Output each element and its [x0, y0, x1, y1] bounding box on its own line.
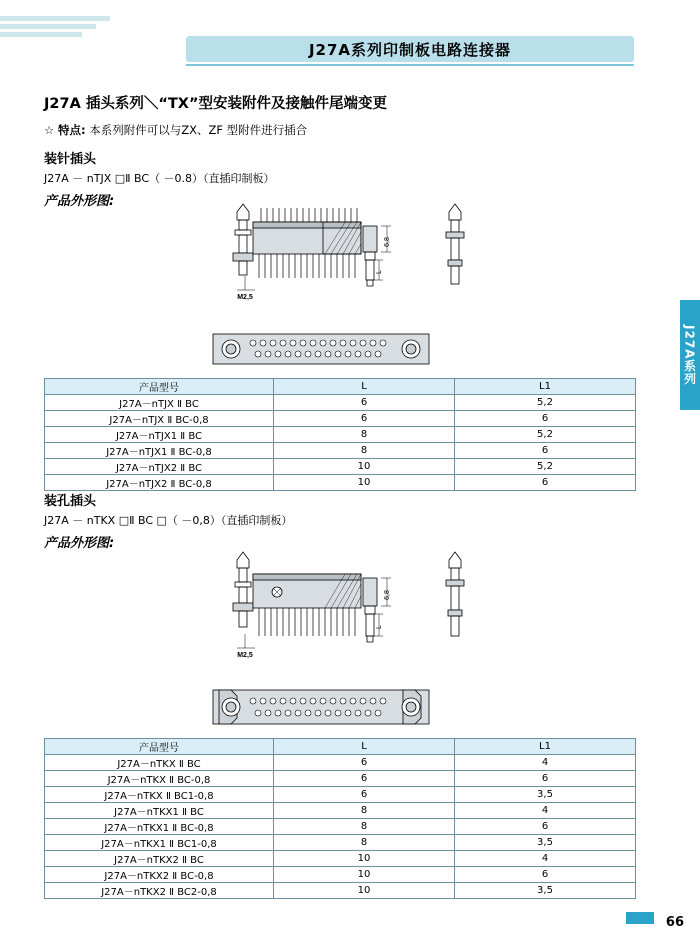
section-1-front-view-drawing [205, 328, 445, 372]
cell-l: 10 [274, 475, 455, 491]
series-side-tab [680, 300, 700, 410]
section-1-code: J27A － nTJX □Ⅱ BC（ －0.8）（直插印制板） [44, 172, 275, 185]
cell-model: J27A－nTJX Ⅱ BC-0,8 [45, 411, 274, 427]
table-row [45, 835, 636, 851]
cell-model: J27A－nTKX1 Ⅱ BC1-0,8 [45, 835, 274, 851]
cell-l: 8 [274, 819, 455, 835]
cell-l1: 4 [455, 851, 636, 867]
col-header-l: L [274, 739, 455, 755]
cell-l: 8 [274, 803, 455, 819]
cell-l1: 6 [455, 771, 636, 787]
section-2-spec-table [44, 738, 636, 899]
col-header-l1: L1 [455, 379, 636, 395]
page-title: J27A系列印制板电路连接器 [308, 40, 512, 59]
table-row [45, 395, 636, 411]
table-row [45, 459, 636, 475]
cell-l1: 5,2 [455, 459, 636, 475]
section-2-side-view-drawing [205, 548, 505, 666]
table-row [45, 803, 636, 819]
cell-model: J27A－nTJX2 Ⅱ BC [45, 459, 274, 475]
cell-l: 10 [274, 459, 455, 475]
cell-l: 10 [274, 867, 455, 883]
cell-l1: 5,2 [455, 427, 636, 443]
table-header-row [45, 739, 636, 755]
table-row [45, 851, 636, 867]
cell-l: 6 [274, 787, 455, 803]
feature-label: 特点: [57, 123, 86, 137]
dim-length-2: L [376, 625, 383, 629]
cell-model: J27A－nTKX2 Ⅱ BC-0,8 [45, 867, 274, 883]
cell-l1: 6 [455, 819, 636, 835]
cell-model: J27A－nTKX Ⅱ BC [45, 755, 274, 771]
cell-l1: 6 [455, 475, 636, 491]
section-2-front-view-drawing [205, 684, 445, 732]
cell-l1: 6 [455, 867, 636, 883]
cell-l1: 6 [455, 411, 636, 427]
footer-accent-bar [626, 912, 654, 924]
table-row [45, 771, 636, 787]
cell-l: 8 [274, 835, 455, 851]
page-title-bar [186, 36, 634, 62]
col-header-l1: L1 [455, 739, 636, 755]
cell-l: 6 [274, 395, 455, 411]
section-2-outline-label: 产品外形图: [44, 536, 115, 551]
table-row [45, 411, 636, 427]
table-row [45, 475, 636, 491]
dim-height-2: 6,8 [384, 590, 391, 600]
section-2-code: J27A － nTKX □Ⅱ BC □（ －0,8）（直插印制板） [44, 514, 293, 527]
col-header-l: L [274, 379, 455, 395]
cell-l: 6 [274, 755, 455, 771]
cell-model: J27A－nTKX Ⅱ BC-0,8 [45, 771, 274, 787]
section-heading: J27A 插头系列＼“TX”型安装附件及接触件尾端变更 [44, 96, 387, 112]
section-2-header [44, 490, 292, 551]
table-row [45, 443, 636, 459]
cell-l: 8 [274, 427, 455, 443]
table-row [45, 867, 636, 883]
cell-l: 8 [274, 443, 455, 459]
cell-l1: 4 [455, 803, 636, 819]
cell-model: J27A－nTKX Ⅱ BC1-0,8 [45, 787, 274, 803]
dim-thread-1: M2,5 [237, 294, 253, 301]
cell-l1: 5,2 [455, 395, 636, 411]
cell-model: J27A－nTJX Ⅱ BC [45, 395, 274, 411]
col-header-model: 产品型号 [45, 739, 274, 755]
cell-l: 6 [274, 411, 455, 427]
table-header-row [45, 379, 636, 395]
table-row [45, 427, 636, 443]
cell-l: 6 [274, 771, 455, 787]
table-row [45, 787, 636, 803]
cell-model: J27A－nTKX1 Ⅱ BC [45, 803, 274, 819]
section-1-outline-label: 产品外形图: [44, 194, 115, 209]
cell-l1: 3,5 [455, 835, 636, 851]
section-1-spec-table [44, 378, 636, 491]
cell-l: 10 [274, 883, 455, 899]
dim-height-1: 6,8 [384, 237, 391, 247]
dim-thread-2: M2,5 [237, 652, 253, 659]
col-header-model: 产品型号 [45, 379, 274, 395]
cell-model: J27A－nTKX1 Ⅱ BC-0,8 [45, 819, 274, 835]
cell-l1: 3,5 [455, 883, 636, 899]
dim-length-1: L [376, 270, 383, 274]
cell-model: J27A－nTKX2 Ⅱ BC2-0,8 [45, 883, 274, 899]
cell-model: J27A－nTJX1 Ⅱ BC [45, 427, 274, 443]
cell-l1: 6 [455, 443, 636, 459]
title-underline [186, 64, 634, 66]
series-side-tab-label: J27A系列 [682, 324, 697, 386]
feature-line [44, 122, 307, 138]
table-row [45, 819, 636, 835]
section-2-title: 装孔插头 [44, 494, 97, 509]
cell-l1: 4 [455, 755, 636, 771]
cell-l: 10 [274, 851, 455, 867]
section-1-side-view-drawing [205, 198, 505, 308]
cell-l1: 3,5 [455, 787, 636, 803]
feature-text: 本系列附件可以与ZX、ZF 型附件进行插合 [89, 123, 308, 137]
star-icon: ☆ [44, 123, 55, 137]
cell-model: J27A－nTJX1 Ⅱ BC-0,8 [45, 443, 274, 459]
table-row [45, 755, 636, 771]
cell-model: J27A－nTKX2 Ⅱ BC [45, 851, 274, 867]
corner-decoration [0, 16, 120, 40]
cell-model: J27A－nTJX2 Ⅱ BC-0,8 [45, 475, 274, 491]
page-number: 66 [665, 915, 684, 930]
section-1-title: 装针插头 [44, 152, 97, 167]
table-row [45, 883, 636, 899]
